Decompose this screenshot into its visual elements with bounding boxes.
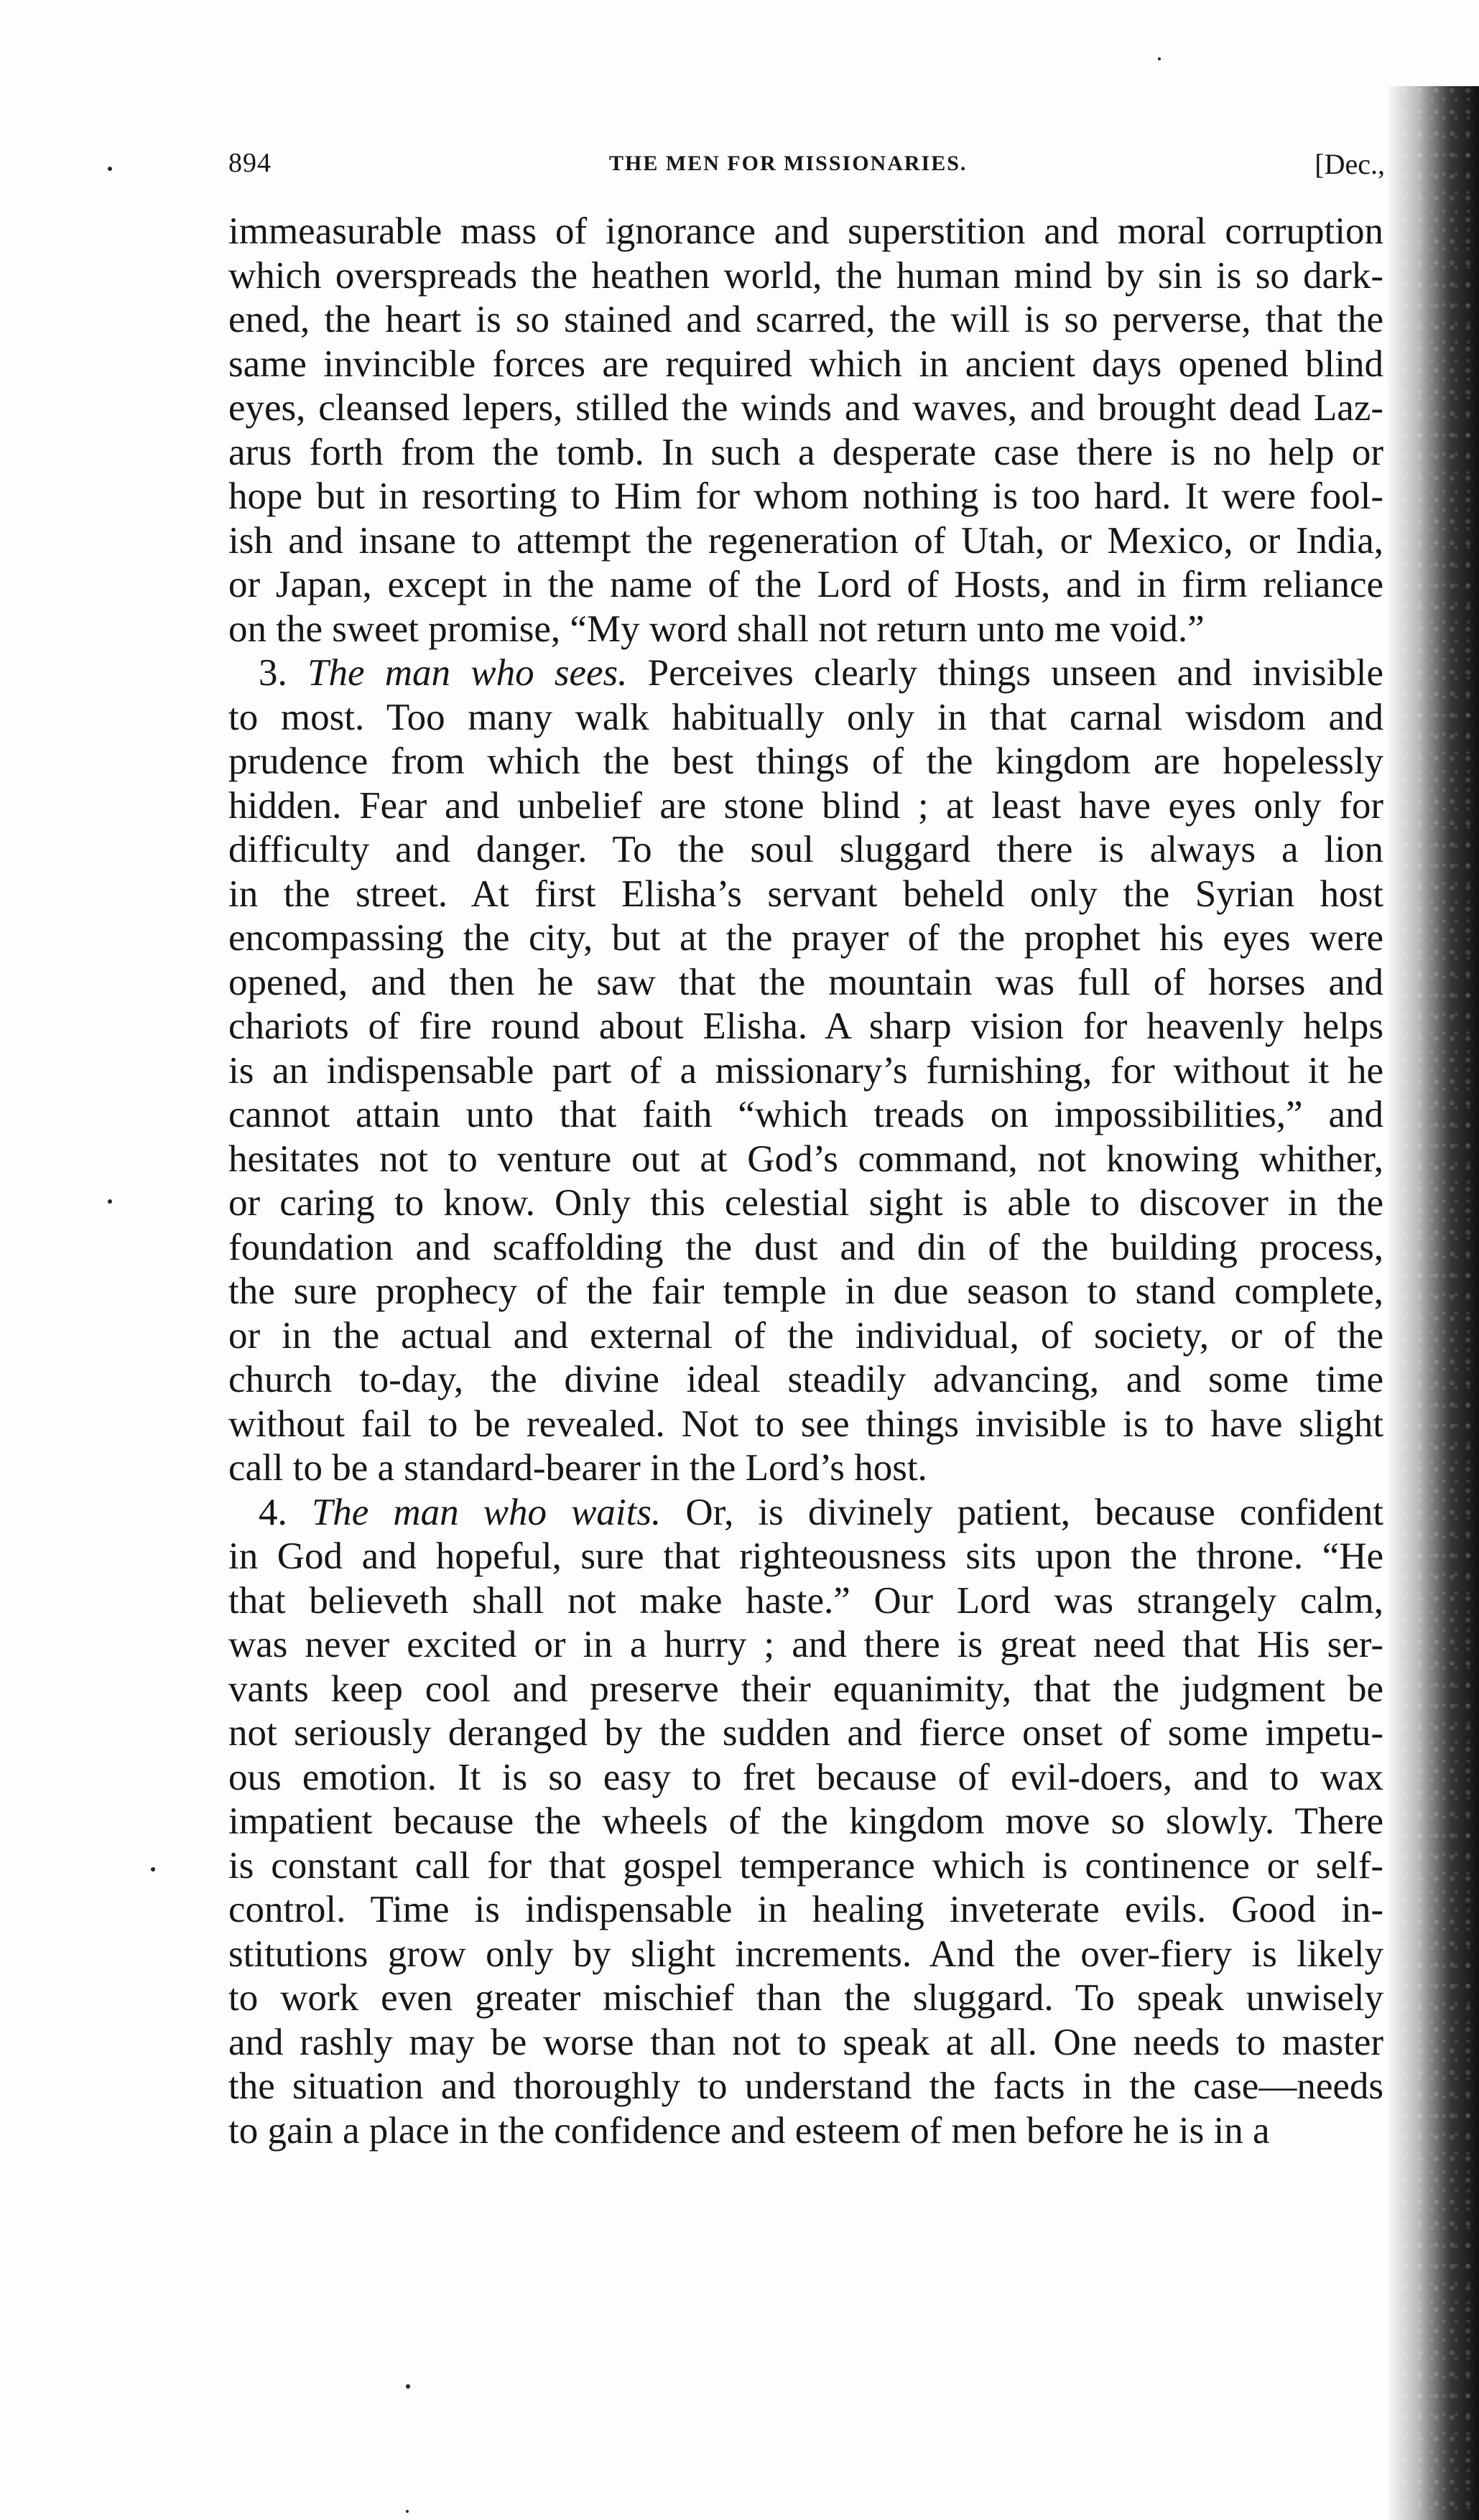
text-line: foundation and scaffolding the dust and din of the building process, <box>228 1226 1383 1268</box>
text-line: ish and insane to attempt the regeneration of Utah, or Mexico, or India, <box>228 519 1383 562</box>
text-line: immeasurable mass of ignorance and superstition and moral corruption <box>228 210 1383 252</box>
text-line: impatient because the wheels of the kingdom move so slowly. There <box>228 1800 1383 1842</box>
text-line: that believeth shall not make haste.” Our Lord was strangely calm, <box>228 1579 1383 1622</box>
text-line: arus forth from the tomb. In such a desperate case there is no help or <box>228 431 1383 473</box>
running-head: THE MEN FOR MISSIONARIES. <box>609 152 968 175</box>
text-line: and rashly may be worse than not to speak at all. One needs to master <box>228 2021 1383 2063</box>
scan-speck <box>406 2510 409 2513</box>
text-line: the sure prophecy of the fair temple in due season to stand complete, <box>228 1270 1383 1312</box>
paragraph-4-heading-line <box>228 1491 1383 1535</box>
running-date: [Dec., <box>1315 148 1385 180</box>
text-line: prudence from which the best things of the kingdom are hopelessly <box>228 740 1383 782</box>
text-line: hesitates not to venture out at God’s command, not knowing whither, <box>228 1138 1383 1180</box>
paragraph-4-title: The man who waits. <box>311 1491 662 1533</box>
text-line: in God and hopeful, sure that righteousness sits upon the throne. “He <box>228 1535 1383 1577</box>
text-line: which overspreads the heathen world, the human mind by sin is so dark- <box>228 254 1383 297</box>
binding-texture <box>1400 86 1479 2520</box>
text-line: ened, the heart is so stained and scarred, the will is so perverse, that the <box>228 299 1383 340</box>
text-line: or caring to know. Only this celestial sight is able to discover in the <box>228 1182 1383 1224</box>
text-line: difficulty and danger. To the soul sluggard there is always a lion <box>228 829 1383 870</box>
scan-speck <box>108 167 112 171</box>
text-line: eyes, cleansed lepers, stilled the winds and waves, and brought dead Laz- <box>228 387 1383 429</box>
text-line: to work even greater mischief than the sluggard. To speak unwisely <box>228 1977 1383 2019</box>
paragraph-3-number: 3. <box>259 652 287 694</box>
text-line: same invincible forces are required which in ancient days opened blind <box>228 343 1383 385</box>
text-line: opened, and then he saw that the mountain was full of horses and <box>228 961 1383 1003</box>
text-line: ous emotion. It is so easy to fret because of evil-doers, and to wax <box>228 1756 1383 1798</box>
text-line: on the sweet promise, “My word shall not return unto me void.” <box>228 608 1205 650</box>
scan-speck <box>108 1199 112 1204</box>
text-line: encompassing the city, but at the prayer of the prophet his eyes were <box>228 917 1383 959</box>
paragraph-4-number: 4. <box>259 1491 287 1533</box>
scan-speck <box>1158 57 1161 60</box>
paragraph-3-text: Perceives clearly things unseen and invisible <box>647 652 1383 694</box>
text-line: in the street. At first Elisha’s servant beheld only the Syrian host <box>228 873 1383 915</box>
text-line: not seriously deranged by the sudden and fierce onset of some impetu- <box>228 1712 1383 1754</box>
text-line: the situation and thoroughly to understand the facts in the case—needs <box>228 2065 1383 2107</box>
paragraph-3-title: The man who sees. <box>307 652 628 694</box>
text-line: was never excited or in a hurry ; and there is great need that His ser- <box>228 1624 1383 1665</box>
text-line: is constant call for that gospel temperance which is continence or self- <box>228 1844 1383 1887</box>
text-line: cannot attain unto that faith “which treads on impossibilities,” and <box>228 1094 1383 1135</box>
text-line: chariots of fire round about Elisha. A sharp vision for heavenly helps <box>228 1005 1383 1047</box>
text-line: control. Time is indispensable in healing inveterate evils. Good in- <box>228 1889 1383 1930</box>
text-line: call to be a standard-bearer in the Lord’s host. <box>228 1447 927 1489</box>
scan-speck <box>151 1867 155 1872</box>
text-line: is an indispensable part of a missionary’s furnishing, for without it he <box>228 1049 1383 1092</box>
text-line: to gain a place in the confidence and esteem of men before he is in a <box>228 2109 1270 2152</box>
body-text <box>228 210 1383 2153</box>
scan-speck <box>406 2384 410 2389</box>
text-line: without fail to be revealed. Not to see things invisible is to have slight <box>228 1403 1383 1445</box>
text-line: or in the actual and external of the individual, of society, or of the <box>228 1314 1383 1357</box>
text-line: to most. Too many walk habitually only in that carnal wisdom and <box>228 696 1383 738</box>
text-line: church to-day, the divine ideal steadily advancing, and some time <box>228 1359 1383 1400</box>
paragraph-3-heading-line <box>228 651 1383 696</box>
text-line: hidden. Fear and unbelief are stone blind ; at least have eyes only for <box>228 784 1383 827</box>
text-line: vants keep cool and preserve their equanimity, that the judgment be <box>228 1668 1383 1710</box>
paragraph-4-text: Or, is divinely patient, because confident <box>685 1491 1383 1533</box>
text-line: stitutions grow only by slight increments. And the over-fiery is likely <box>228 1933 1383 1975</box>
text-line: or Japan, except in the name of the Lord of Hosts, and in firm reliance <box>228 564 1383 605</box>
page-number: 894 <box>228 148 272 178</box>
text-line: hope but in resorting to Him for whom nothing is too hard. It were fool- <box>228 475 1383 517</box>
page-header <box>228 147 1385 190</box>
